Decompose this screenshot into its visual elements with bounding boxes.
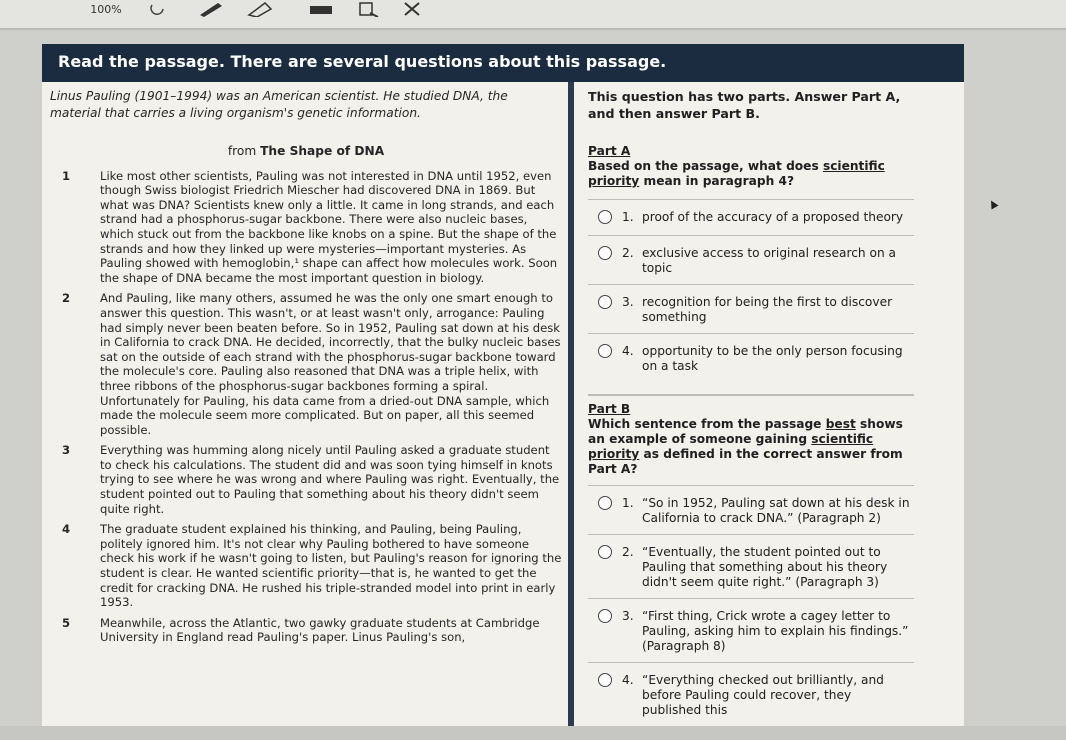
radio-button[interactable]	[598, 609, 612, 623]
option-text: opportunity to be the only person focusing on a task	[642, 344, 903, 373]
paragraph-text: Meanwhile, across the Atlantic, two gawky graduate students at Cambridge University in England read Pauling's paper. Linus Pauling's son,	[100, 615, 540, 645]
prompt-emphasis: best	[825, 417, 856, 431]
radio-button[interactable]	[598, 344, 612, 358]
bottom-edge	[0, 726, 1066, 740]
option-number: 1.	[622, 496, 634, 510]
option-text: “So in 1952, Pauling sat down at his desk in California to crack DNA.” (Paragraph 2)	[642, 496, 910, 525]
zoom-icon[interactable]	[356, 0, 382, 18]
part-b-option-3[interactable]	[588, 598, 914, 662]
passage-source	[50, 144, 562, 159]
option-number: 4.	[622, 673, 634, 687]
paragraph-number: 2	[62, 291, 71, 306]
part-b-option-2[interactable]	[588, 534, 914, 598]
toolbar	[0, 0, 1066, 30]
paragraph-number: 3	[62, 443, 71, 458]
prompt-text: as defined in the correct answer from Part A?	[588, 447, 903, 476]
part-a-label: Part A	[588, 144, 631, 158]
part-a-option-1[interactable]	[588, 199, 914, 235]
paragraph-3	[50, 443, 562, 516]
prompt-term: scientific priority	[588, 159, 885, 188]
paragraph-text: Everything was humming along nicely until Pauling asked a graduate student to check his calculations. The student did and was soon tying himself in knots trying to see where he was wrong and where Pauling was right. Eventually, the student pointed out to Pauling that something about his theory didn't seem quite right.	[100, 443, 560, 516]
zoom-level[interactable]: 100%	[90, 2, 122, 16]
prompt-term: scientific priority	[588, 432, 874, 461]
part-a-option-2[interactable]	[588, 235, 914, 284]
option-number: 2.	[622, 246, 634, 260]
question-panel	[588, 88, 914, 726]
prompt-text: Based on the passage, what does	[588, 159, 823, 173]
paragraph-number: 5	[62, 615, 71, 630]
paragraph-text: Like most other scientists, Pauling was not interested in DNA until 1952, even though Swiss biologist Friedrich Miescher had discovered DNA in 1869. But what was DNA? Scientists knew only a little. It came in long strands, and each strand had a phosphorus-sugar backbone. There were also nucleic bases, which stuck out from the backbone like knobs on a spine. But the shape of the strands and how they linked up were mysteries—important mysteries. As Pauling showed with hemoglobin,¹ shape can affect how molecules work. Soon the shape of DNA became the most important question in biology.	[100, 168, 558, 285]
prompt-text: shows an example of someone gaining	[588, 417, 903, 446]
option-number: 3.	[622, 295, 634, 309]
option-text: “Everything checked out brilliantly, and before Pauling could recover, they published this	[642, 673, 884, 717]
option-text: exclusive access to original research on a topic	[642, 246, 897, 275]
instruction-banner: Read the passage. There are several questions about this passage.	[42, 44, 964, 82]
paragraph-text: The graduate student explained his thinking, and Pauling, being Pauling, politely ignored him. It's not clear why Pauling bothered to have someone check his work if he wasn't going to listen, but Pauling's reason for ignoring the student is clear. He wanted scientific priority—that is, he wanted to get the credit for cracking DNA. He rushed his triple-stranded model into print in early 1953.	[100, 522, 562, 610]
passage-panel	[50, 88, 562, 651]
option-text: recognition for being the first to discover something	[642, 295, 893, 324]
part-a-option-4[interactable]	[588, 333, 914, 382]
part-b-section	[588, 394, 914, 726]
paragraph-4	[50, 522, 562, 610]
option-number: 2.	[622, 545, 634, 559]
option-text: “Eventually, the student pointed out to Pauling that something about his theory didn't seem quite right.” (Paragraph 3)	[642, 545, 888, 589]
radio-button[interactable]	[598, 295, 612, 309]
passage-intro: Linus Pauling (1901–1994) was an American scientist. He studied DNA, the material that carries a living organism's genetic information.	[50, 89, 508, 120]
part-a-prompt	[588, 159, 914, 189]
panel-divider[interactable]	[568, 82, 574, 740]
source-prefix: from	[227, 144, 257, 158]
part-a-option-3[interactable]	[588, 284, 914, 333]
prompt-text: Which sentence from the passage	[588, 417, 826, 431]
highlighter-icon[interactable]	[246, 0, 276, 18]
refresh-icon[interactable]	[146, 0, 168, 18]
line-reader-icon[interactable]	[306, 0, 336, 18]
radio-button[interactable]	[598, 246, 612, 260]
radio-button[interactable]	[598, 210, 612, 224]
radio-button[interactable]	[598, 673, 612, 687]
pencil-icon[interactable]	[196, 0, 226, 18]
paragraph-number: 1	[62, 168, 71, 183]
paragraph-1	[50, 169, 562, 286]
part-b-label: Part B	[588, 402, 631, 416]
radio-button[interactable]	[598, 496, 612, 510]
mouse-cursor-icon	[988, 199, 999, 210]
prompt-text: mean in paragraph 4?	[639, 174, 795, 188]
option-number: 3.	[622, 609, 634, 623]
option-text: “First thing, Crick wrote a cagey letter to Pauling, asking him to explain his findings.” (Paragraph 8)	[642, 609, 909, 653]
paragraph-number: 4	[62, 522, 71, 537]
paragraph-2	[50, 291, 562, 437]
option-text: proof of the accuracy of a proposed theory	[642, 210, 904, 224]
eliminate-icon[interactable]	[400, 0, 424, 18]
question-header: This question has two parts. Answer Part A, and then answer Part B.	[588, 89, 901, 121]
paragraph-5	[50, 616, 562, 645]
part-b-prompt	[588, 417, 914, 477]
source-title: The Shape of DNA	[260, 144, 385, 158]
part-b-option-4[interactable]	[588, 662, 914, 726]
radio-button[interactable]	[598, 545, 612, 559]
paragraph-text: And Pauling, like many others, assumed he was the only one smart enough to answer this question. This wasn't, or at least wasn't only, arrogance: Pauling had simply never been beaten before. So in 1952, Pauling sat down at his desk in California to crack DNA. He decided, incorrectly, that the bulky nucleic bases sat on the outside of each strand with the phosphorus-sugar backbone toward the molecule's core. Pauling also reasoned that DNA was a triple helix, with three ribbons of the phosphorus-sugar backbones forming a spiral. Unfortunately for Pauling, his data came from a dried-out DNA sample, which made the molecule seem more complicated. But on paper, all this seemed possible.	[100, 291, 561, 437]
option-number: 4.	[622, 344, 634, 358]
part-b-option-1[interactable]	[588, 485, 914, 534]
option-number: 1.	[622, 210, 634, 224]
